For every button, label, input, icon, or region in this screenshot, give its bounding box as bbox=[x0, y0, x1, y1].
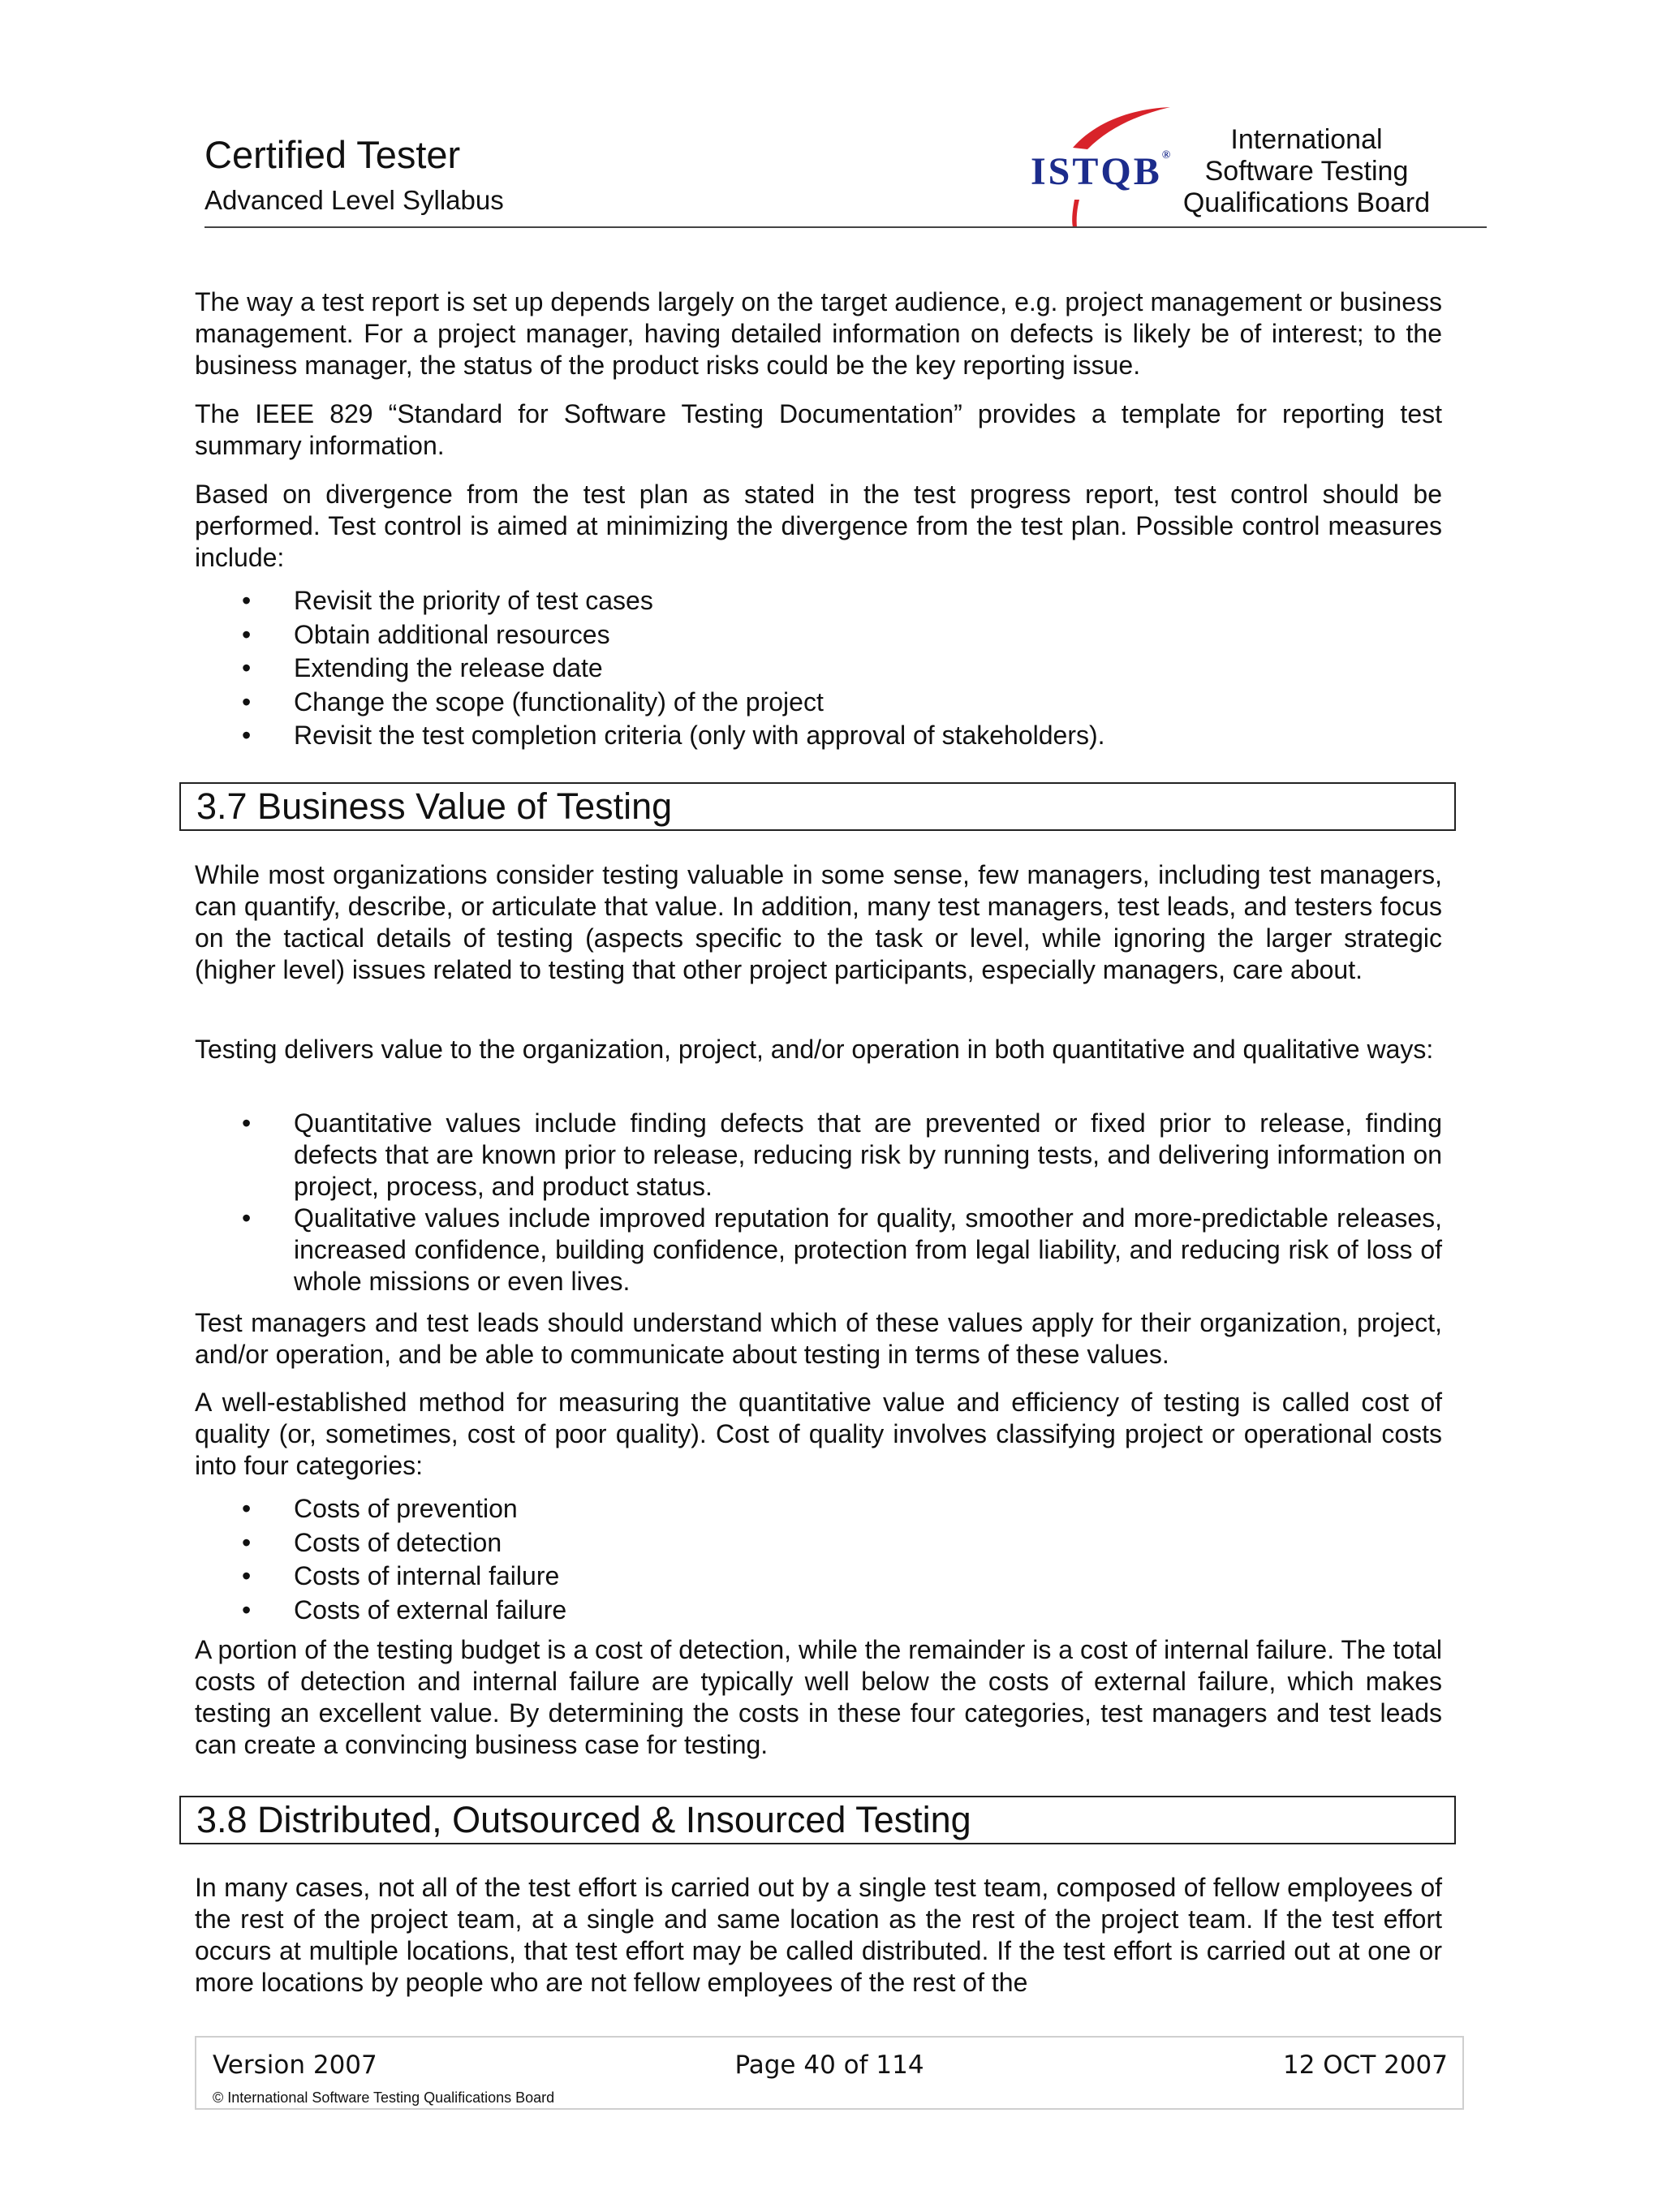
list-item: • Costs of detection bbox=[242, 1527, 502, 1557]
paragraph: The IEEE 829 “Standard for Software Testing Documentation” provides a template for reporting test summary information. bbox=[195, 399, 1442, 460]
page-number: Page 40 of 114 bbox=[734, 2051, 924, 2080]
list-item: • Revisit the priority of test cases bbox=[242, 586, 653, 615]
paragraph: A portion of the testing budget is a cost of detection, while the remainder is a cost of internal failure. The total costs of detection and internal failure are typically well below the costs of external failure, which makes testing an excellent value. By determining the costs in these four categories, test managers and test leads can create a convincing business case for testing. bbox=[195, 1635, 1442, 1759]
list-item: • Costs of prevention bbox=[242, 1494, 518, 1523]
list-item: • Obtain additional resources bbox=[242, 619, 610, 649]
paragraph: While most organizations consider testing valuable in some sense, few managers, including test managers, can quantify, describe, or articulate that value. In addition, many test managers, test leads, and testers focus on the tactical details of testing (aspects specific to the task or level, while ignoring the larger strategic (higher level) issues related to testing that other project participants, especially managers, care about. bbox=[195, 860, 1442, 984]
section-heading-3-8: 3.8 Distributed, Outsourced & Insourced Testing bbox=[179, 1796, 1456, 1844]
date-label: 12 OCT 2007 bbox=[1282, 2051, 1448, 2080]
page-footer bbox=[195, 2036, 1464, 2110]
list-item: • Extending the release date bbox=[242, 653, 603, 682]
list-item: • Quantitative values include finding defects that are prevented or fixed prior to release, finding defects that are known prior to release, reducing risk by running tests, and delivering information on project, process, and product status. bbox=[242, 1108, 1442, 1201]
cost-categories-list bbox=[195, 1492, 1442, 1627]
header-divider bbox=[205, 226, 1487, 228]
org-line: Software Testing bbox=[1204, 156, 1409, 187]
logo-wordmark: ISTQB® bbox=[1031, 149, 1171, 193]
copyright-notice: © International Software Testing Qualifications Board bbox=[213, 2089, 555, 2106]
list-item: • Change the scope (functionality) of the project bbox=[242, 686, 824, 717]
istqb-logo bbox=[1031, 104, 1185, 227]
document-title: Certified Tester bbox=[205, 133, 461, 176]
paragraph: Test managers and test leads should understand which of these values apply for their organization, project, and/or operation, and be able to communicate about testing in terms of these values. bbox=[195, 1308, 1442, 1369]
paragraph: In many cases, not all of the test effort is carried out by a single test team, composed of fellow employees of the rest of the project team, at a single and same location as the rest of the project team. If the test effort occurs at multiple locations, that test effort may be called distributed. If the test effort is carried out at one or more locations by people who are not fellow employees of the rest of the bbox=[195, 1873, 1442, 1997]
section-heading-3-7: 3.7 Business Value of Testing bbox=[179, 782, 1456, 831]
version-label: Version 2007 bbox=[213, 2051, 377, 2080]
paragraph: Based on divergence from the test plan as stated in the test progress report, test control should be performed. Test control is aimed at minimizing the divergence from the test plan. Possible control measures include: bbox=[195, 480, 1442, 572]
organization-name bbox=[1169, 124, 1445, 219]
paragraph: The way a test report is set up depends largely on the target audience, e.g. project management or business management. For a project manager, having detailed information on defects is likely be of interest; to the business manager, the status of the product risks could be the key reporting issue. bbox=[195, 287, 1442, 380]
list-item: • Revisit the test completion criteria (only with approval of stakeholders). bbox=[242, 721, 1105, 750]
list-item: • Qualitative values include improved reputation for quality, smoother and more-predictable releases, increased confidence, building confidence, protection from legal liability, and reducing risk of loss of whole missions or even lives. bbox=[242, 1203, 1442, 1296]
org-line: Qualifications Board bbox=[1182, 187, 1431, 218]
list-item: • Costs of internal failure bbox=[242, 1561, 560, 1590]
paragraph: Testing delivers value to the organization, project, and/or operation in both quantitative and qualitative ways: bbox=[195, 1035, 1434, 1064]
list-item: • Costs of external failure bbox=[242, 1594, 567, 1625]
document-subtitle: Advanced Level Syllabus bbox=[205, 185, 504, 215]
value-types-list bbox=[195, 1108, 1442, 1298]
control-measures-list bbox=[195, 584, 1442, 753]
org-line: International bbox=[1230, 124, 1383, 155]
paragraph: A well-established method for measuring the quantitative value and efficiency of testing is called cost of quality (or, sometimes, cost of poor quality). Cost of quality involves classifying project or operational costs into four categories: bbox=[195, 1388, 1442, 1480]
